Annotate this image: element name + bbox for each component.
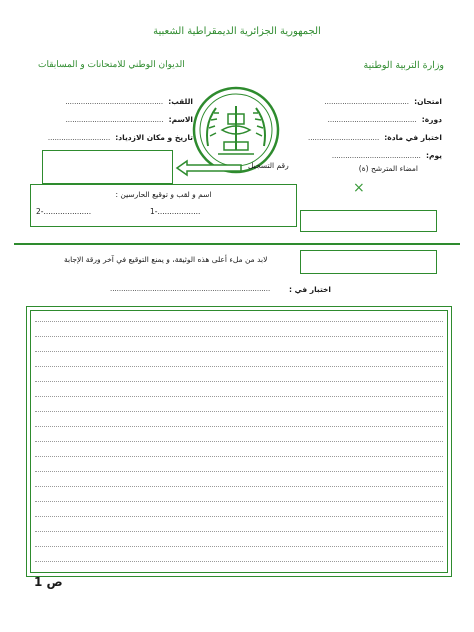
separator-line <box>14 243 460 245</box>
registration-number-box[interactable] <box>42 150 173 184</box>
answer-line <box>35 561 443 562</box>
guard-first-line: 1-.................. <box>150 207 201 216</box>
registration-label: رقم التسجيل <box>248 161 289 170</box>
birth-field[interactable] <box>28 125 193 144</box>
guards-title: اسم و لقب و توقيع الحارسين : <box>115 190 212 199</box>
answer-line <box>35 501 443 502</box>
exam-field[interactable] <box>284 89 442 108</box>
left-arrow-icon <box>175 159 243 177</box>
answer-line <box>35 336 443 337</box>
answer-area[interactable] <box>26 306 452 577</box>
warning-text: لابد من ملء أعلى هذه الوثيقة، و يمنع التوقيع في آخر ورقة الإجابة <box>64 255 268 264</box>
subject-field[interactable] <box>284 125 442 144</box>
answer-line <box>35 516 443 517</box>
answer-line <box>35 531 443 532</box>
office-name: الديوان الوطني للامتحانات و المسابقات <box>38 60 185 70</box>
birth-label: تاريخ و مكان الازدياد: <box>115 133 193 142</box>
grading-box[interactable] <box>300 250 437 274</box>
candidate-signature-box[interactable] <box>300 210 437 232</box>
subject-label: اختبار في مادة: <box>384 133 442 142</box>
session-label: دورة: <box>421 115 442 124</box>
ministry-name: وزارة التربية الوطنية <box>363 60 444 71</box>
name-field[interactable] <box>28 107 193 126</box>
answer-line <box>35 471 443 472</box>
exam-dots: ...................................... <box>324 98 409 106</box>
subject-dots: ................................ <box>308 134 380 142</box>
answer-line <box>35 351 443 352</box>
birth-dots: ............................ <box>47 134 111 142</box>
surname-label: اللقب: <box>168 97 193 106</box>
candidate-signature-label: امضاء المترشح (ة) <box>358 164 418 173</box>
name-label: الاسم: <box>168 115 193 124</box>
session-field[interactable] <box>284 107 442 126</box>
surname-field[interactable] <box>28 89 193 108</box>
answer-line <box>35 321 443 322</box>
cross-mark: × <box>353 180 365 196</box>
surname-dots: ............................................ <box>65 98 164 106</box>
exam-label: امتحان: <box>414 97 442 106</box>
guard-second-line: 2-.................... <box>36 207 92 216</box>
session-dots: ........................................ <box>327 116 417 124</box>
answer-line <box>35 546 443 547</box>
answer-line <box>35 441 443 442</box>
answer-line <box>35 456 443 457</box>
answer-line <box>35 381 443 382</box>
answer-line <box>35 411 443 412</box>
exam-in-dots: ........................................................................ <box>110 285 271 293</box>
name-dots: ............................................ <box>65 116 164 124</box>
answer-line <box>35 426 443 427</box>
page-number: ص 1 <box>34 575 63 589</box>
day-dots: ........................................ <box>331 152 421 160</box>
answer-line <box>35 396 443 397</box>
day-field[interactable] <box>284 143 442 162</box>
day-label: يوم: <box>425 151 442 160</box>
republic-heading: الجمهورية الجزائرية الديمقراطية الشعبية <box>153 26 321 37</box>
answer-line <box>35 366 443 367</box>
exam-in-label: اختبار في : <box>289 285 331 294</box>
answer-line <box>35 486 443 487</box>
